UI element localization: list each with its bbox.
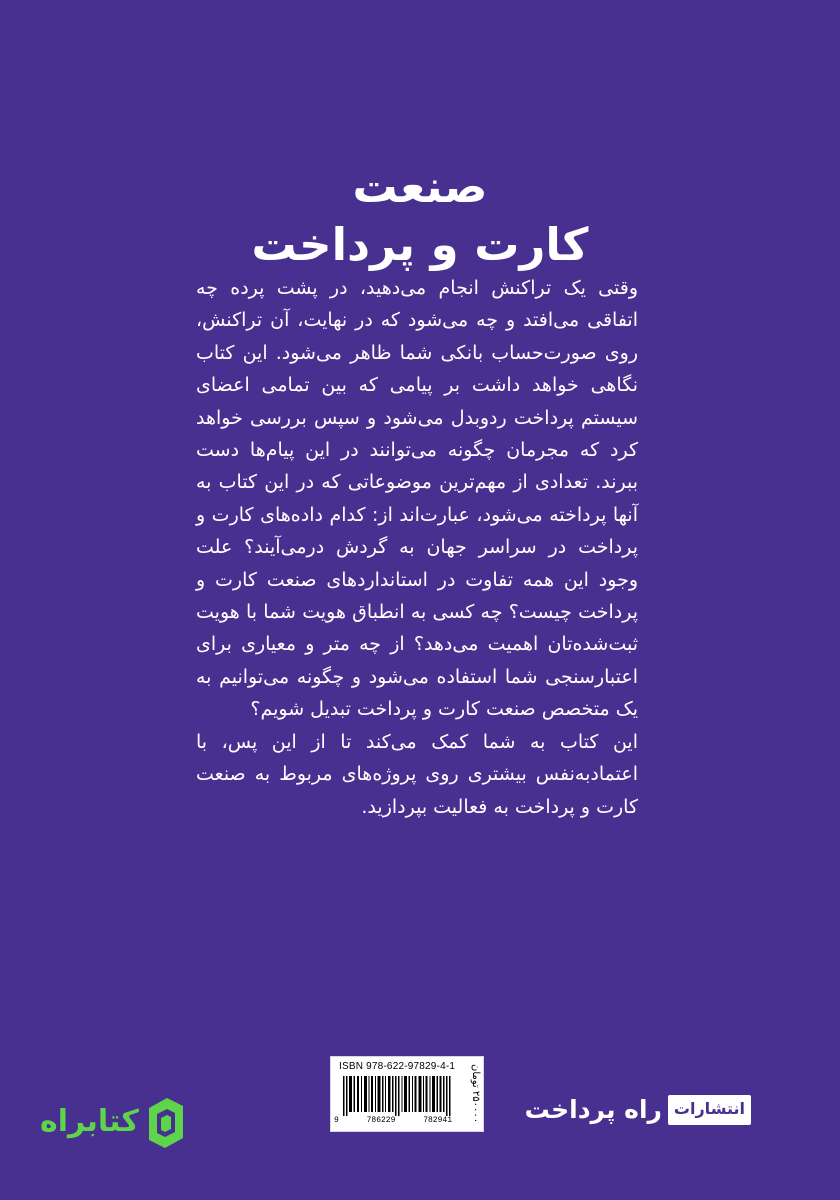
title-line-1: صنعت xyxy=(352,160,488,213)
barcode-digits-group-1: 786229 xyxy=(366,1116,396,1125)
barcode-digits xyxy=(334,1116,452,1125)
title-line-2: کارت و پرداخت xyxy=(251,218,589,271)
description-paragraph-2: این کتاب به شما کمک می‌کند تا از این پس، با اعتمادبه‌نفس بیشتری روی پروژه‌های مربوط به صنعت کارت و پرداخت به فعالیت بپردازید. xyxy=(196,730,638,818)
description-paragraph-1: وقتی یک تراکنش انجام می‌دهید، در پشت پرده چه اتفاقی می‌افتد و چه می‌شود که در نهایت، آن تراکنش، روی صورت‌حساب بانکی شما ظاهر می‌شود. این کتاب نگاهی خواهد داشت بر پیامی که بین تمامی اعضای سیستم پرداخت ردوبدل می‌شود و سپس بررسی خواهد کرد که مجرمان چگونه می‌توانند در این پیام‌ها دست ببرند. تعدادی از مهم‌ترین موضوعاتی که در این کتاب به آنها پرداخته می‌شود، عبارت‌اند از: کدام داده‌های کارت و پرداخت در سراسر جهان به گردش درمی‌آیند؟ علت وجود این همه تفاوت در استانداردهای صنعت کارت و پرداخت چیست؟ چه کسی به انطباق هویت شما با هویت ثبت‌شده‌تان اهمیت می‌دهد؟ از چه متر و معیاری برای اعتبارسنجی شما استفاده می‌شود و چگونه می‌توانیم به یک متخصص صنعت کارت و پرداخت تبدیل شویم؟ xyxy=(196,277,638,721)
publisher-logo xyxy=(519,1090,751,1130)
isbn-number: ISBN 978-622-97829-4-1 xyxy=(339,1061,456,1072)
ketabrah-logo xyxy=(40,1092,189,1152)
barcode-digit-first: 9 xyxy=(334,1116,339,1125)
publisher-label: انتشارات xyxy=(668,1095,751,1125)
isbn-barcode xyxy=(330,1056,484,1132)
publisher-name: راه پرداخت xyxy=(524,1095,662,1124)
book-description xyxy=(196,272,638,823)
ketabrah-name: کتابراه xyxy=(40,1104,139,1139)
barcode-digits-group-2: 782941 xyxy=(423,1116,452,1125)
ketabrah-icon xyxy=(143,1094,189,1150)
price-label: ۲۵۰۰۰۰ تومان xyxy=(470,1064,481,1124)
barcode-icon xyxy=(343,1076,451,1116)
book-title xyxy=(0,158,840,274)
